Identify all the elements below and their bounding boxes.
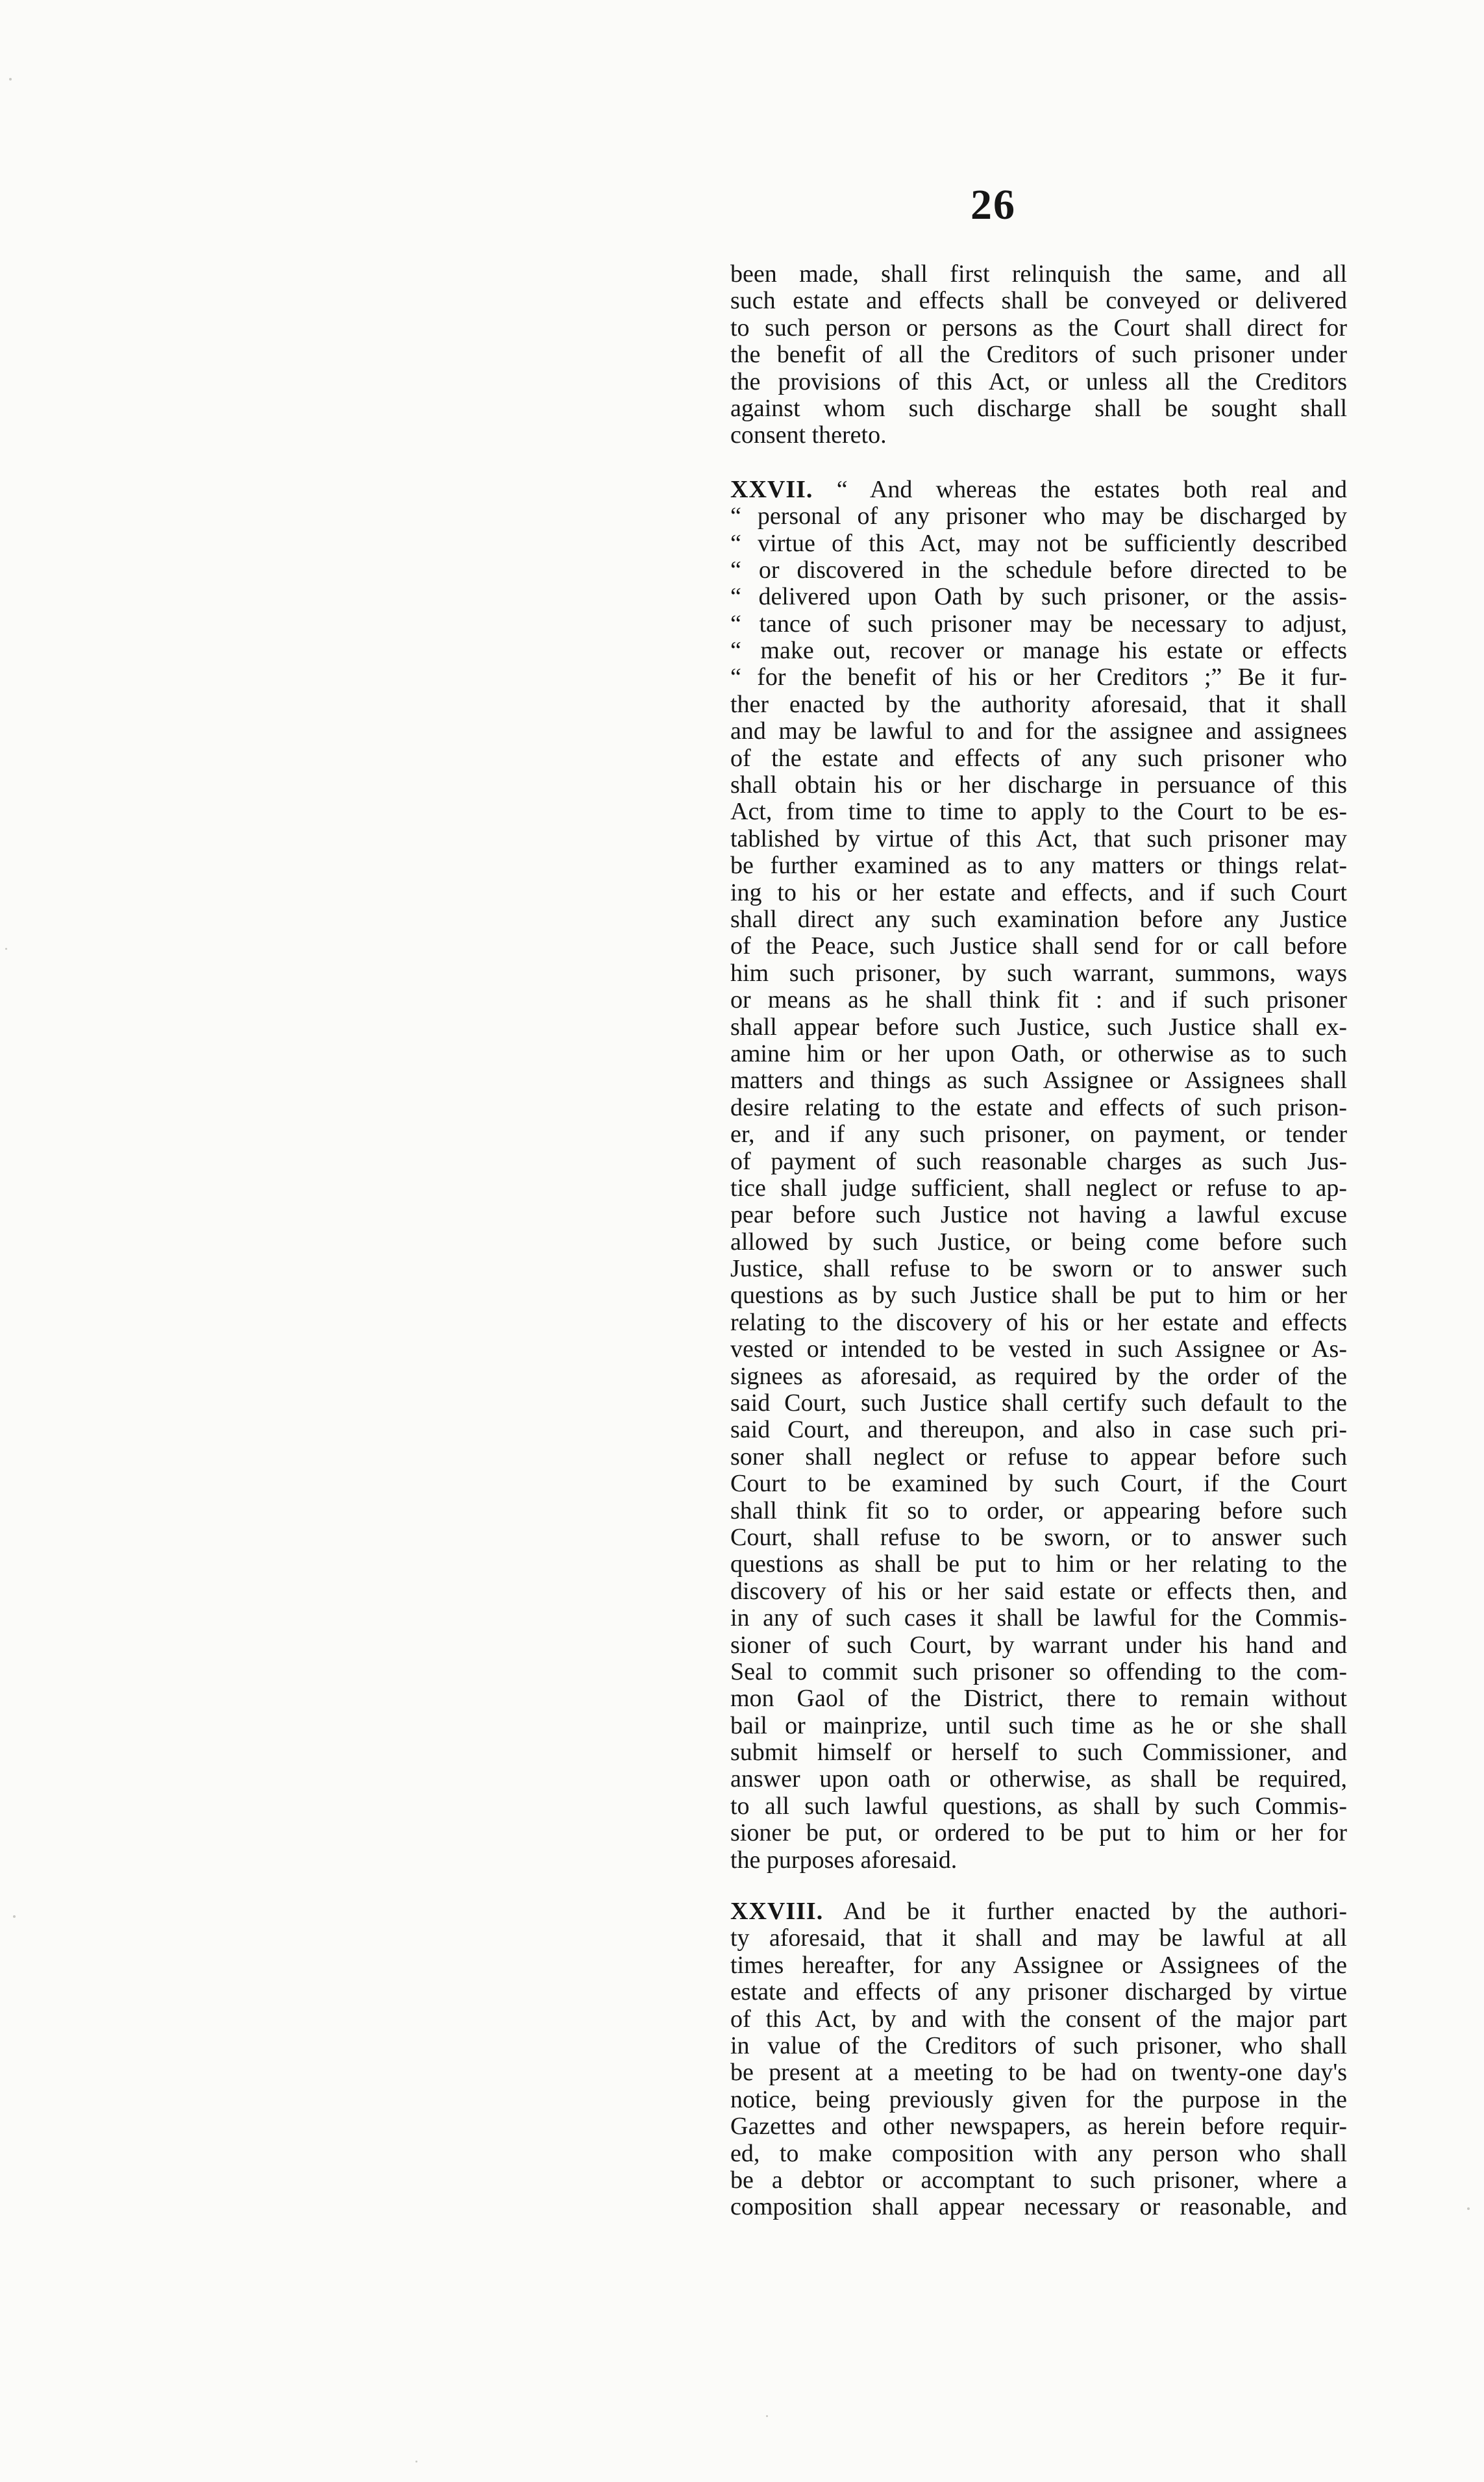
text-line: said Court, and thereupon, and also in case such pri- — [730, 1417, 1347, 1444]
text-line: in any of such cases it shall be lawful for the Commis- — [730, 1605, 1347, 1632]
text-line: submit himself or herself to such Commissioner, and — [730, 1739, 1347, 1767]
text-line: allowed by such Justice, or being come before such — [730, 1228, 1347, 1256]
text-line: “ or discovered in the schedule before directed to be — [730, 556, 1347, 584]
text-line: to all such lawful questions, as shall by such Commis- — [730, 1793, 1347, 1820]
text-line: relating to the discovery of his or her estate and effects — [730, 1309, 1347, 1336]
section-number: XXVII. — [730, 476, 813, 503]
text-line: Court to be examined by such Court, if the Court — [730, 1471, 1347, 1498]
text-line: signees as aforesaid, as required by the order of the — [730, 1363, 1347, 1390]
text-line: matters and things as such Assignee or Assignees shall — [730, 1067, 1347, 1095]
text-line: shall direct any such examination before any Justice — [730, 906, 1347, 933]
text-line: be a debtor or accomptant to such prisoner, where a — [730, 2166, 1347, 2194]
paper-speck — [13, 1915, 16, 1918]
text-line: notice, being previously given for the purpose in the — [730, 2086, 1347, 2113]
text-line: Court, shall refuse to be sworn, or to answer such — [730, 1524, 1347, 1551]
text-line: vested or intended to be vested in such Assignee or As- — [730, 1336, 1347, 1363]
text-line: or means as he shall think fit : and if such prisoner — [730, 987, 1347, 1014]
paper-speck — [766, 2415, 768, 2417]
text-line: ty aforesaid, that it shall and may be lawful at all — [730, 1925, 1347, 1952]
text-line: against whom such discharge shall be sought shall — [730, 395, 1347, 422]
text-line: Act, from time to time to apply to the Court to be es- — [730, 799, 1347, 826]
text-line: Gazettes and other newspapers, as herein before requir- — [730, 2113, 1347, 2141]
text-line: be present at a meeting to be had on twenty-one day's — [730, 2059, 1347, 2087]
text-line: be further examined as to any matters or things relat- — [730, 852, 1347, 880]
text-line: in value of the Creditors of such prisoner, who shall — [730, 2033, 1347, 2059]
text-line: consent thereto. — [730, 422, 887, 449]
text-line: of the Peace, such Justice shall send for or call before — [730, 933, 1347, 960]
text-line: And be it further enacted by the authori- — [843, 1898, 1347, 1926]
paper-speck — [1467, 2207, 1470, 2210]
text-line: of payment of such reasonable charges as such Jus- — [730, 1148, 1347, 1175]
text-line: “ delivered upon Oath by such prisoner, or the assis- — [730, 584, 1347, 611]
text-line: him such prisoner, by such warrant, summons, ways — [730, 960, 1347, 987]
text-line: and may be lawful to and for the assignee and assignees — [730, 718, 1347, 745]
section-first-line — [730, 477, 1347, 503]
text-line: composition shall appear necessary or reasonable, and — [730, 2194, 1347, 2221]
text-line: soner shall neglect or refuse to appear before such — [730, 1443, 1347, 1471]
text-line: such estate and effects shall be conveyed or delivered — [730, 288, 1347, 315]
text-line: “ personal of any prisoner who may be discharged by — [730, 503, 1347, 530]
text-line: ther enacted by the authority aforesaid, that it shall — [730, 691, 1347, 718]
section-xxviii — [730, 1898, 1347, 2221]
text-line: of the estate and effects of any such prisoner who — [730, 745, 1347, 772]
text-line: the provisions of this Act, or unless all the Creditors — [730, 368, 1347, 395]
text-line: estate and effects of any prisoner discharged by virtue — [730, 1979, 1347, 2006]
text-line: of this Act, by and with the consent of the major part — [730, 2005, 1347, 2033]
text-line: Seal to commit such prisoner so offending to the com- — [730, 1658, 1347, 1685]
text-column — [730, 261, 1347, 2221]
section-first-line — [730, 1898, 1347, 1925]
text-line: ed, to make composition with any person who shall — [730, 2140, 1347, 2167]
text-line: been made, shall first relinquish the same, and all — [730, 261, 1347, 288]
paper-speck — [5, 948, 7, 950]
text-line: “ tance of such prisoner may be necessary to adjust, — [730, 610, 1347, 638]
section-xxvii — [730, 477, 1347, 1874]
text-line: shall appear before such Justice, such Justice shall ex- — [730, 1013, 1347, 1041]
text-line: amine him or her upon Oath, or otherwise as to such — [730, 1040, 1347, 1067]
text-line: the benefit of all the Creditors of such prisoner under — [730, 341, 1347, 369]
text-line: times hereafter, for any Assignee or Assignees of the — [730, 1952, 1347, 1979]
text-line: to such person or persons as the Court shall direct for — [730, 314, 1347, 341]
text-line: shall obtain his or her discharge in persuance of this — [730, 772, 1347, 799]
text-line: bail or mainprize, until such time as he or she shall — [730, 1712, 1347, 1739]
text-line: tablished by virtue of this Act, that such prisoner may — [730, 825, 1347, 852]
text-line: sioner be put, or ordered to be put to him or her for — [730, 1820, 1347, 1847]
page-number: 26 — [971, 181, 1016, 229]
text-line: “ virtue of this Act, may not be sufficiently described — [730, 530, 1347, 557]
text-line: ing to his or her estate and effects, and if such Court — [730, 879, 1347, 906]
text-line: questions as by such Justice shall be put to him or her — [730, 1282, 1347, 1309]
text-line: tice shall judge sufficient, shall neglect or refuse to ap- — [730, 1174, 1347, 1202]
text-line: discovery of his or her said estate or effects then, and — [730, 1578, 1347, 1605]
text-line: shall think fit so to order, or appearing before such — [730, 1497, 1347, 1524]
paragraph-gap — [730, 1874, 1347, 1898]
paragraph-continuation — [730, 261, 1347, 449]
text-line: “ And whereas the estates both real and — [836, 476, 1347, 503]
text-line: sioner of such Court, by warrant under his hand and — [730, 1632, 1347, 1659]
paragraph-gap — [730, 449, 1347, 477]
paper-speck — [9, 78, 12, 81]
text-line: the purposes aforesaid. — [730, 1846, 958, 1874]
text-line: mon Gaol of the District, there to remain without — [730, 1685, 1347, 1713]
text-line: pear before such Justice not having a lawful excuse — [730, 1202, 1347, 1229]
text-line: desire relating to the estate and effects of such prison- — [730, 1094, 1347, 1121]
text-line: “ make out, recover or manage his estate or effects — [730, 638, 1347, 665]
text-line: Justice, shall refuse to be sworn or to answer such — [730, 1256, 1347, 1283]
text-line: er, and if any such prisoner, on payment, or tender — [730, 1121, 1347, 1148]
paper-speck — [415, 2461, 417, 2463]
text-line: said Court, such Justice shall certify such default to the — [730, 1390, 1347, 1417]
section-number: XXVIII. — [730, 1898, 824, 1926]
text-line: answer upon oath or otherwise, as shall be required, — [730, 1766, 1347, 1793]
text-line: “ for the benefit of his or her Creditors ;” Be it fur- — [730, 664, 1347, 691]
text-line: questions as shall be put to him or her relating to the — [730, 1551, 1347, 1578]
